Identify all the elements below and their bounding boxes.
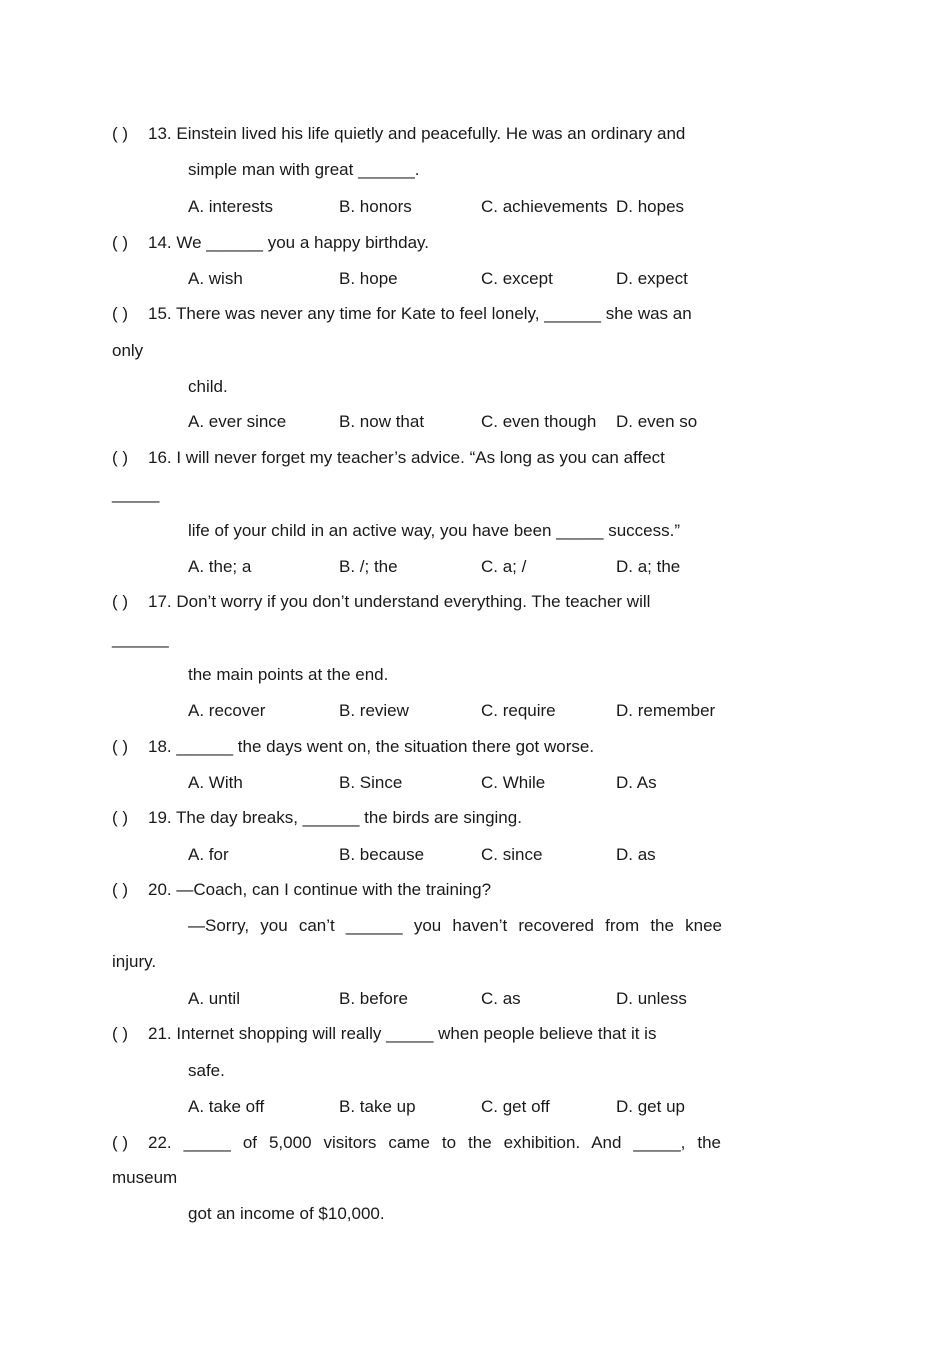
option-c: C. get off xyxy=(481,1097,550,1116)
question-line: the main points at the end. xyxy=(188,665,389,684)
question-stem: 21. Internet shopping will really _____ when people believe that it is xyxy=(148,1024,657,1043)
question-line: safe. xyxy=(188,1061,225,1080)
answer-blank[interactable]: ( ) xyxy=(112,1024,129,1043)
option-b: B. honors xyxy=(339,197,412,216)
question-line: child. xyxy=(188,377,228,396)
question-line: life of your child in an active way, you have been _____ success.” xyxy=(188,521,681,540)
answer-blank[interactable]: ( ) xyxy=(112,1133,129,1152)
option-a: A. interests xyxy=(188,197,274,216)
answer-blank[interactable]: ( ) xyxy=(112,880,129,899)
option-a: A. the; a xyxy=(188,557,252,576)
question-stem: 16. I will never forget my teacher’s advice. “As long as you can affect xyxy=(148,448,665,467)
answer-blank[interactable]: ( ) xyxy=(112,808,129,827)
option-a: A. ever since xyxy=(188,412,287,431)
answer-blank[interactable]: ( ) xyxy=(112,304,129,323)
question-continuation: injury. xyxy=(112,952,157,971)
question-stem: 13. Einstein lived his life quietly and peacefully. He was an ordinary and xyxy=(148,124,686,143)
answer-blank[interactable]: ( ) xyxy=(112,592,129,611)
option-b: B. Since xyxy=(339,773,403,792)
option-a: A. until xyxy=(188,989,240,1008)
option-c: C. even though xyxy=(481,412,597,431)
option-d: D. get up xyxy=(616,1097,685,1116)
question-continuation: ______ xyxy=(112,629,169,648)
answer-blank[interactable]: ( ) xyxy=(112,233,129,252)
option-d: D. As xyxy=(616,773,657,792)
question-stem: 15. There was never any time for Kate to feel lonely, ______ she was an xyxy=(148,304,692,323)
option-b: B. now that xyxy=(339,412,425,431)
option-c: C. achievements xyxy=(481,197,608,216)
option-d: D. expect xyxy=(616,269,688,288)
question-continuation: museum xyxy=(112,1168,178,1187)
option-b: B. because xyxy=(339,845,425,864)
option-d: D. hopes xyxy=(616,197,685,216)
question-stem: 17. Don’t worry if you don’t understand everything. The teacher will xyxy=(148,592,651,611)
option-a: A. for xyxy=(188,845,229,864)
option-c: C. require xyxy=(481,701,556,720)
option-b: B. before xyxy=(339,989,408,1008)
option-c: C. except xyxy=(481,269,553,288)
question-line: simple man with great ______. xyxy=(188,160,420,179)
option-d: D. even so xyxy=(616,412,698,431)
option-b: B. hope xyxy=(339,269,398,288)
option-c: C. a; / xyxy=(481,557,527,576)
question-stem: 19. The day breaks, ______ the birds are singing. xyxy=(148,808,522,827)
option-d: D. a; the xyxy=(616,557,681,576)
question-continuation: only xyxy=(112,341,144,360)
option-c: C. While xyxy=(481,773,546,792)
question-stem: 14. We ______ you a happy birthday. xyxy=(148,233,430,252)
option-d: D. remember xyxy=(616,701,716,720)
answer-blank[interactable]: ( ) xyxy=(112,448,129,467)
option-a: A. recover xyxy=(188,701,266,720)
answer-blank[interactable]: ( ) xyxy=(112,124,129,143)
option-b: B. /; the xyxy=(339,557,398,576)
question-stem: 22. _____ of 5,000 visitors came to the exhibition. And _____, the xyxy=(148,1133,721,1152)
option-a: A. With xyxy=(188,773,243,792)
option-b: B. review xyxy=(339,701,409,720)
option-d: D. as xyxy=(616,845,656,864)
question-line: got an income of $10,000. xyxy=(188,1204,385,1223)
option-a: A. wish xyxy=(188,269,243,288)
option-c: C. since xyxy=(481,845,543,864)
question-stem: 20. —Coach, can I continue with the training? xyxy=(148,880,492,899)
question-continuation: _____ xyxy=(112,484,160,503)
option-a: A. take off xyxy=(188,1097,265,1116)
answer-blank[interactable]: ( ) xyxy=(112,737,129,756)
option-c: C. as xyxy=(481,989,521,1008)
question-stem: 18. ______ the days went on, the situation there got worse. xyxy=(148,737,595,756)
option-d: D. unless xyxy=(616,989,687,1008)
option-b: B. take up xyxy=(339,1097,416,1116)
question-line: —Sorry, you can’t ______ you haven’t recovered from the knee xyxy=(188,916,722,935)
